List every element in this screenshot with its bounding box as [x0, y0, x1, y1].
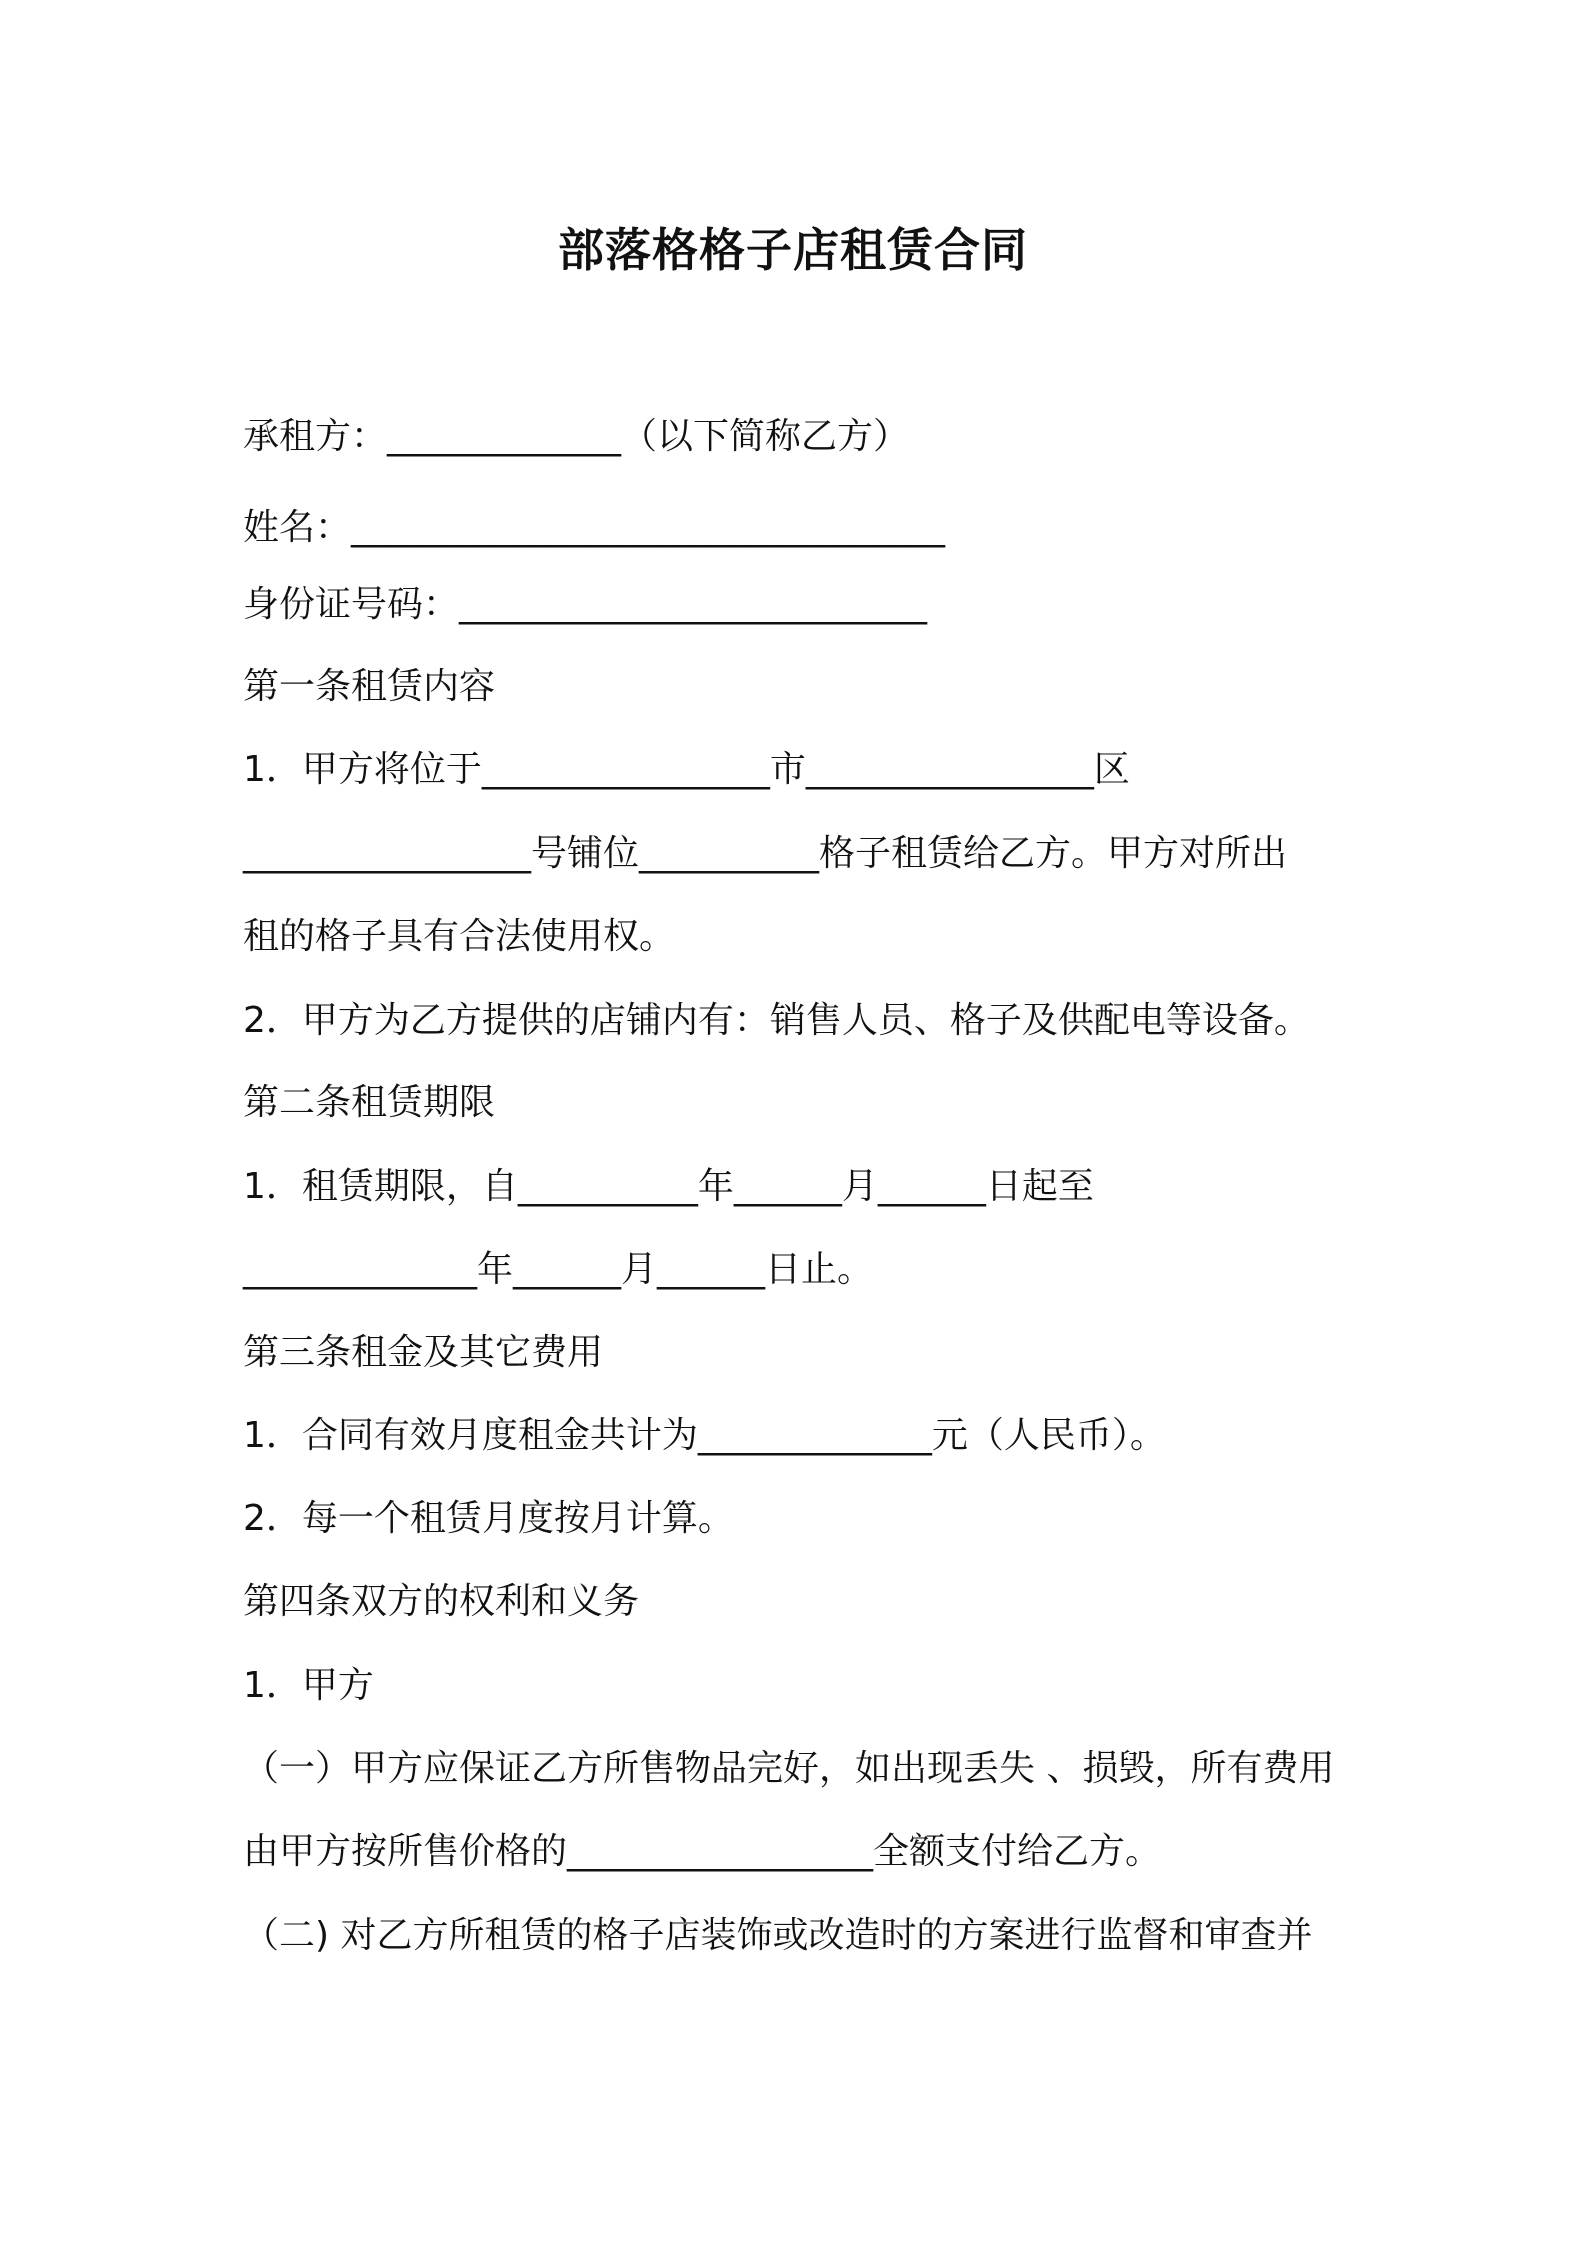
clause-1-1-cont2: 租的格子具有合法使用权。	[243, 916, 676, 957]
clause-4-1-b: （二) 对乙方所租赁的格子店装饰或改造时的方案进行监督和审查并	[243, 1915, 1313, 1956]
name-line: 姓名：_________________________________	[243, 507, 946, 548]
section-heading-1: 第一条租赁内容	[243, 666, 496, 707]
section-heading-2: 第二条租赁期限	[243, 1082, 496, 1123]
clause-1-1-cont: ________________号铺位__________格子租赁给乙方。甲方对所出	[243, 833, 1288, 874]
clause-2-1-cont: _____________年______月______日止。	[243, 1249, 874, 1290]
section-heading-3: 第三条租金及其它费用	[243, 1332, 604, 1373]
id-number-line: 身份证号码：__________________________	[243, 584, 928, 625]
clause-4-1-a: （一）甲方应保证乙方所售物品完好，如出现丢失 、损毁，所有费用	[243, 1748, 1335, 1789]
clause-3-1: 1．合同有效月度租金共计为_____________元（人民币）。	[243, 1415, 1166, 1456]
clause-3-2: 2．每一个租赁月度按月计算。	[243, 1498, 734, 1539]
clause-2-1: 1．租赁期限，自__________年______月______日起至	[243, 1166, 1094, 1207]
section-heading-4: 第四条双方的权利和义务	[243, 1581, 640, 1622]
clause-1-2: 2．甲方为乙方提供的店铺内有：销售人员、格子及供配电等设备。	[243, 1000, 1310, 1041]
clause-4-1-a-cont: 由甲方按所售价格的_________________全额支付给乙方。	[243, 1831, 1162, 1872]
clause-4-1: 1．甲方	[243, 1665, 374, 1706]
lessee-line: 承租方：_____________（以下简称乙方）	[243, 416, 910, 457]
clause-1-1: 1．甲方将位于________________市________________区	[243, 749, 1130, 790]
document-title: 部落格格子店租赁合同	[558, 223, 1028, 277]
